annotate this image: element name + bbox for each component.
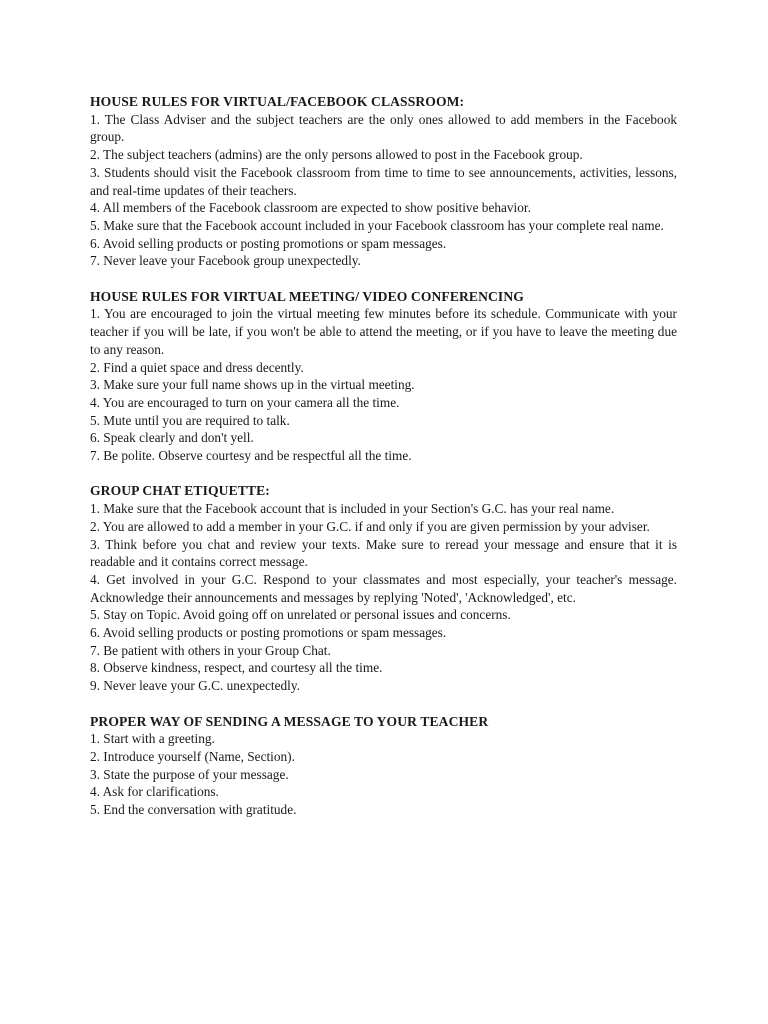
rule-item: 1. The Class Adviser and the subject teachers are the only ones allowed to add members in the Facebook group. [90, 111, 677, 145]
rule-item: 2. The subject teachers (admins) are the only persons allowed to post in the Facebook group. [90, 147, 583, 163]
document-page [90, 93, 677, 836]
rule-item: 7. Never leave your Facebook group unexpectedly. [90, 253, 361, 269]
rule-item: 4. Get involved in your G.C. Respond to your classmates and most especially, your teacher's message. Acknowledge their announcements and messages by replying 'Noted', 'Acknowledged', etc. [90, 571, 677, 605]
rule-item: 6. Avoid selling products or posting promotions or spam messages. [90, 235, 447, 251]
rule-item: 5. Make sure that the Facebook account included in your Facebook classroom has your complete real name. [90, 217, 664, 233]
rule-item: 6. Speak clearly and don't yell. [90, 430, 254, 446]
rule-item: 1. Start with a greeting. [90, 731, 215, 747]
rule-item: 4. Ask for clarifications. [90, 784, 219, 800]
rule-item: 6. Avoid selling products or posting promotions or spam messages. [90, 625, 447, 641]
rule-item: 4. You are encouraged to turn on your camera all the time. [90, 394, 400, 410]
rule-item: 7. Be patient with others in your Group Chat. [90, 642, 331, 658]
rule-item: 5. Mute until you are required to talk. [90, 412, 290, 428]
rule-item: 1. You are encouraged to join the virtual meeting few minutes before its schedule. Communicate with your teacher if you will be late, if you won't be able to attend the meeting, or if you have to leave the meeting due to any reason. [90, 306, 677, 357]
rule-item: 8. Observe kindness, respect, and courtesy all the time. [90, 660, 383, 676]
rule-item: 1. Make sure that the Facebook account that is included in your Section's G.C. has your real name. [90, 501, 615, 517]
rule-item: 9. Never leave your G.C. unexpectedly. [90, 678, 300, 694]
section-heading: PROPER WAY OF SENDING A MESSAGE TO YOUR TEACHER [90, 713, 489, 729]
rule-item: 3. Students should visit the Facebook classroom from time to time to see announcements, activities, lessons, and real-time updates of their teachers. [90, 164, 677, 198]
rule-item: 2. Introduce yourself (Name, Section). [90, 748, 295, 764]
rule-item: 7. Be polite. Observe courtesy and be respectful all the time. [90, 448, 412, 464]
section-virtual-facebook-classroom [90, 93, 677, 270]
rule-item: 3. State the purpose of your message. [90, 766, 289, 782]
rule-item: 2. Find a quiet space and dress decently. [90, 359, 304, 375]
rule-item: 4. All members of the Facebook classroom are expected to show positive behavior. [90, 200, 531, 216]
rule-item: 2. You are allowed to add a member in your G.C. if and only if you are given permission by your adviser. [90, 518, 650, 534]
section-heading: HOUSE RULES FOR VIRTUAL/FACEBOOK CLASSROOM: [90, 94, 465, 109]
rule-item: 5. Stay on Topic. Avoid going off on unrelated or personal issues and concerns. [90, 607, 511, 623]
section-virtual-meeting [90, 288, 677, 465]
section-heading: GROUP CHAT ETIQUETTE: [90, 483, 270, 499]
section-heading: HOUSE RULES FOR VIRTUAL MEETING/ VIDEO CONFERENCING [90, 288, 524, 304]
rule-item: 3. Make sure your full name shows up in the virtual meeting. [90, 377, 415, 393]
section-message-to-teacher [90, 713, 677, 819]
section-group-chat-etiquette [90, 482, 677, 694]
rule-item: 5. End the conversation with gratitude. [90, 802, 297, 818]
rule-item: 3. Think before you chat and review your texts. Make sure to reread your message and ensure that it is readable and it contains correct message. [90, 536, 677, 570]
